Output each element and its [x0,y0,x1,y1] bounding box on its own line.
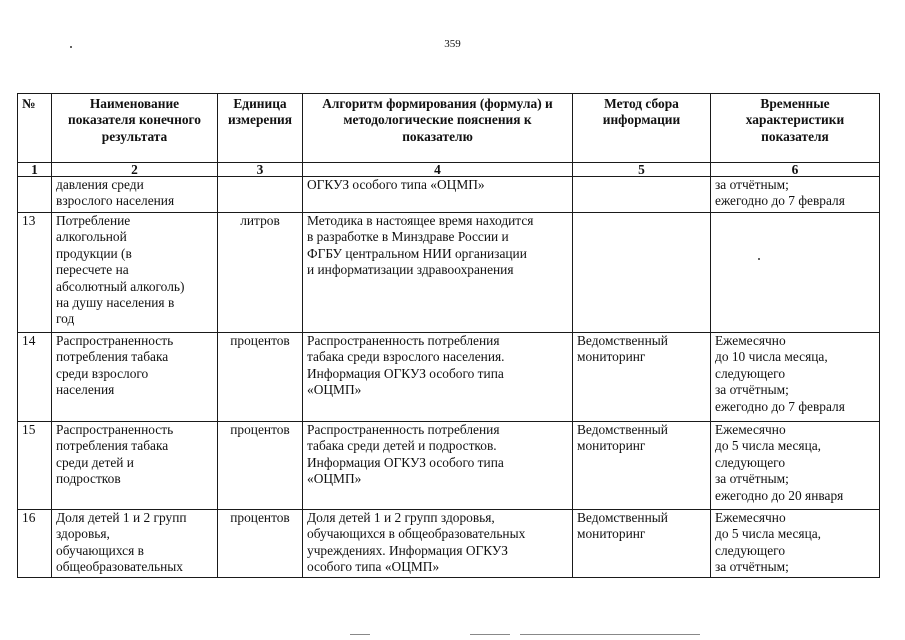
algorithm: Распространенность потребления табака среди взрослого населения. Информация ОГКУЗ особого типа «ОЦМП» [303,333,573,422]
header-timing: Временные характеристики показателя [711,94,880,163]
unit: литров [218,213,303,333]
unit: процентов [218,510,303,578]
table-row [18,177,880,213]
row-number: 16 [18,510,52,578]
unit: процентов [218,422,303,510]
indicator-name: Распространенность потребления табака среди взрослого населения [52,333,218,422]
scan-speck [70,46,72,48]
header-indicator-name: Наименование показателя конечного результата [52,94,218,163]
row-number: 15 [18,422,52,510]
algorithm: ОГКУЗ особого типа «ОЦМП» [303,177,573,213]
table-row [18,333,880,422]
collection-method: Ведомственный мониторинг [573,422,711,510]
column-number: 1 [18,163,52,177]
indicator-name: Доля детей 1 и 2 групп здоровья, обучающихся в общеобразовательных [52,510,218,578]
collection-method: Ведомственный мониторинг [573,510,711,578]
table-row [18,213,880,333]
unit [218,177,303,213]
column-number: 2 [52,163,218,177]
unit: процентов [218,333,303,422]
algorithm: Методика в настоящее время находится в разработке в Минздраве России и ФГБУ центральном НИИ организации и информатизации здравоохранения [303,213,573,333]
row-number: 14 [18,333,52,422]
scan-line [350,634,370,635]
timing: Ежемесячно до 5 числа месяца, следующего за отчётным; [711,510,880,578]
timing: Ежемесячно до 10 числа месяца, следующего за отчётным; ежегодно до 7 февраля [711,333,880,422]
collection-method [573,213,711,333]
indicators-table [17,93,880,578]
column-number: 5 [573,163,711,177]
timing: за отчётным; ежегодно до 7 февраля [711,177,880,213]
table-row [18,422,880,510]
header-number: № [18,94,52,163]
collection-method [573,177,711,213]
column-number: 4 [303,163,573,177]
header-collection-method: Метод сбора информации [573,94,711,163]
scan-bottom-edge [0,630,905,640]
page-number: 359 [444,38,461,50]
indicator-name: Распространенность потребления табака среди детей и подростков [52,422,218,510]
column-number: 3 [218,163,303,177]
collection-method: Ведомственный мониторинг [573,333,711,422]
table-row [18,510,880,578]
algorithm: Распространенность потребления табака среди детей и подростков. Информация ОГКУЗ особого типа «ОЦМП» [303,422,573,510]
algorithm: Доля детей 1 и 2 групп здоровья, обучающихся в общеобразовательных учреждениях. Информация ОГКУЗ особого типа «ОЦМП» [303,510,573,578]
header-algorithm: Алгоритм формирования (формула) и методологические пояснения к показателю [303,94,573,163]
column-number-row [18,163,880,177]
row-number: 13 [18,213,52,333]
timing [711,213,880,333]
row-number [18,177,52,213]
timing: Ежемесячно до 5 числа месяца, следующего за отчётным; ежегодно до 20 января [711,422,880,510]
column-number: 6 [711,163,880,177]
scan-line [470,634,510,635]
header-unit: Единица измерения [218,94,303,163]
indicator-name: давления среди взрослого населения [52,177,218,213]
table-header-row [18,94,880,163]
scan-line [520,634,700,635]
indicator-name: Потребление алкогольной продукции (в пересчете на абсолютный алкоголь) на душу населения в год [52,213,218,333]
